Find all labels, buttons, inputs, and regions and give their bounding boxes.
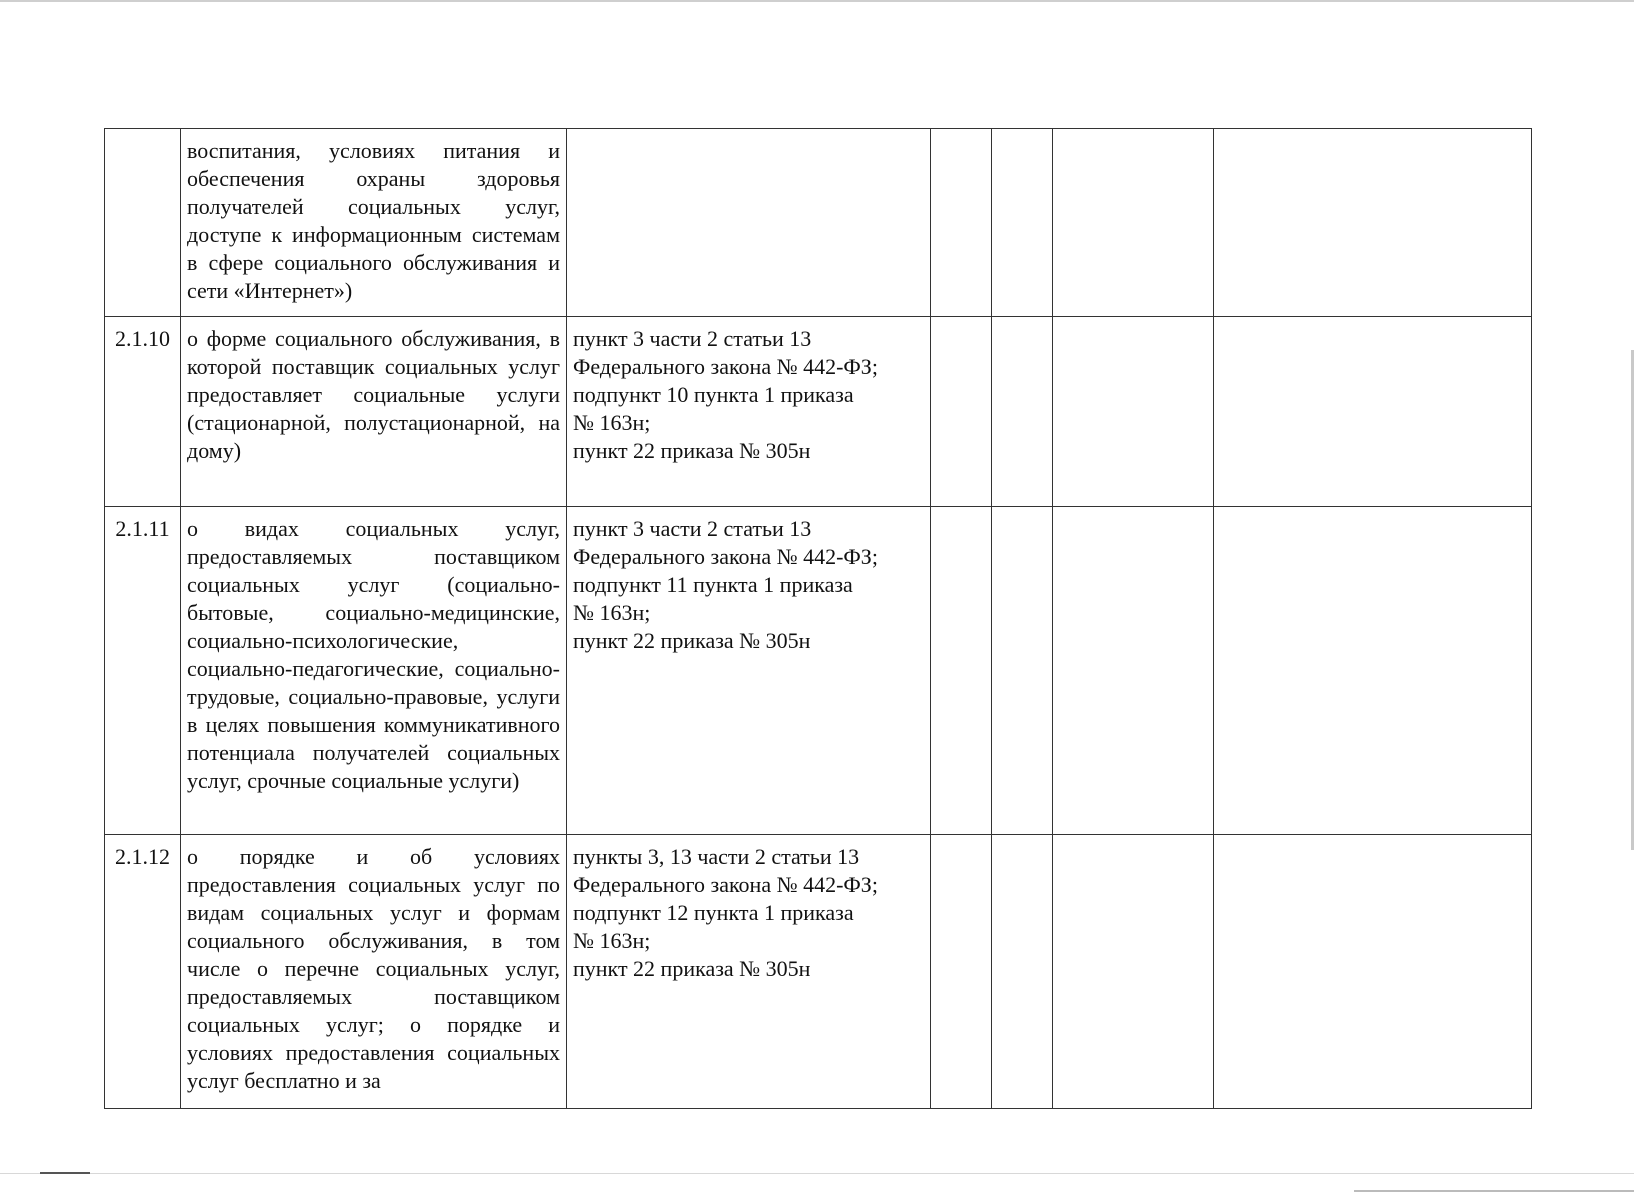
scan-edge-bottom [0,1173,1634,1174]
table-row [105,317,1532,507]
row-references [567,835,931,1109]
reference-line: пункт 3 части 2 статьи 13 [573,326,812,351]
reference-line: пункт 3 части 2 статьи 13 [573,516,812,541]
row-description: о форме социального обслуживания, в которой поставщик социальных услуг предоставляет социальные услуги (стационарной, полустационарной, на дому) [181,317,567,507]
row-number [105,129,181,317]
row-number: 2.1.11 [105,507,181,835]
reference-line: № 163н; [573,600,651,625]
table-row [105,835,1532,1109]
reference-line: пункт 22 приказа № 305н [573,438,811,463]
empty-cell [931,317,992,507]
row-references [567,129,931,317]
row-number: 2.1.12 [105,835,181,1109]
empty-cell [1214,129,1532,317]
empty-cell [1053,835,1214,1109]
reference-line: подпункт 12 пункта 1 приказа [573,900,854,925]
empty-cell [992,129,1053,317]
row-description: о порядке и об условиях предоставления социальных услуг по видам социальных услуг и формам социального обслуживания, в том числе о перечне социальных услуг, предоставляемых поставщиком социальных услуг; о порядке и условиях предоставления социальных услуг бесплатно и за [181,835,567,1109]
reference-line: пункт 22 приказа № 305н [573,956,811,981]
scan-edge-top [0,0,1634,2]
reference-line: пункт 22 приказа № 305н [573,628,811,653]
empty-cell [1053,129,1214,317]
empty-cell [1053,507,1214,835]
scan-mark [40,1172,90,1174]
empty-cell [1053,317,1214,507]
reference-line: Федерального закона № 442-ФЗ; [573,544,878,569]
row-description: воспитания, условиях питания и обеспечения охраны здоровья получателей социальных услуг, доступе к информационным системам в сфере социального обслуживания и сети «Интернет») [181,129,567,317]
empty-cell [931,507,992,835]
reference-line: подпункт 10 пункта 1 приказа [573,382,854,407]
empty-cell [931,835,992,1109]
row-number: 2.1.10 [105,317,181,507]
reference-line: № 163н; [573,928,651,953]
reference-line: Федерального закона № 442-ФЗ; [573,354,878,379]
row-description: о видах социальных услуг, предоставляемых поставщиком социальных услуг (социально-бытовые, социально-медицинские, социально-психологические, социально-педагогические, социально-трудовые, социально-правовые, услуги в целях повышения коммуникативного потенциала получателей социальных услуг, срочные социальные услуги) [181,507,567,835]
row-references [567,317,931,507]
empty-cell [992,507,1053,835]
scan-mark [1354,1190,1634,1192]
reference-line: Федерального закона № 442-ФЗ; [573,872,878,897]
table-row [105,129,1532,317]
empty-cell [1214,317,1532,507]
reference-line: № 163н; [573,410,651,435]
empty-cell [992,835,1053,1109]
empty-cell [992,317,1053,507]
empty-cell [1214,835,1532,1109]
table-row [105,507,1532,835]
requirements-table [104,128,1532,1109]
reference-line: пункты 3, 13 части 2 статьи 13 [573,844,860,869]
reference-line: подпункт 11 пункта 1 приказа [573,572,853,597]
empty-cell [931,129,992,317]
row-references [567,507,931,835]
empty-cell [1214,507,1532,835]
